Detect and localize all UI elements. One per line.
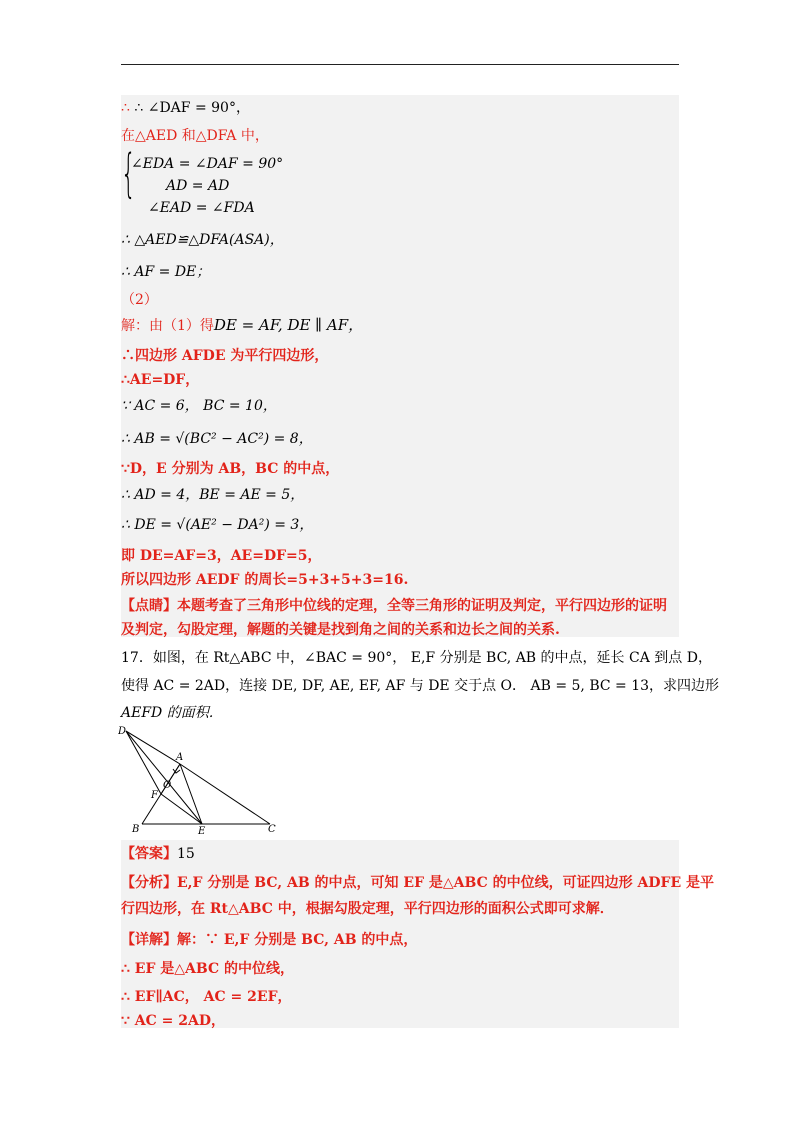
- figure-label: O: [163, 780, 172, 791]
- detail-line: ∵ AC = 2AD，: [121, 1013, 226, 1029]
- detail-line: ∴ EF 是△ABC 的中位线，: [121, 961, 295, 977]
- solution-line: ∴ ∴ ∠DAF = 90°，: [121, 100, 250, 116]
- solution-line: ∴AE=DF，: [121, 372, 200, 388]
- figure-label: C: [268, 824, 276, 835]
- question-line: 17．如图，在 Rt△ABC 中，∠BAC = 90°， E,F 分别是 BC, AB 的中点，延长 CA 到点 D，: [121, 650, 712, 666]
- solution-line: ∴ △AED≌△DFA(ASA)，: [121, 232, 284, 248]
- comment-line: 及判定，勾股定理，解题的关键是找到角之间的关系和边长之间的关系.: [121, 622, 560, 638]
- answer-line: 【答案】15: [121, 846, 195, 862]
- header-rule: [121, 64, 679, 65]
- solution-line: 在△AED 和△DFA 中，: [121, 128, 269, 144]
- figure-label: E: [198, 826, 206, 836]
- solution-line: ∴四边形 AFDE 为平行四边形，: [121, 348, 329, 364]
- figure-label: D: [118, 726, 127, 737]
- solution-line: ∴ AD = 4，BE = AE = 5，: [121, 487, 305, 503]
- solution-line: ∵ AC = 6， BC = 10，: [121, 398, 277, 414]
- solution-line: ∴ AB = √(BC² − AC²) = 8，: [121, 431, 313, 447]
- question-line: AEFD 的面积．: [121, 705, 223, 721]
- comment-line: 【点睛】本题考查了三角形中位线的定理，全等三角形的证明及判定，平行四边形的证明: [121, 598, 667, 614]
- solution-line: ∵D，E 分别为 AB，BC 的中点，: [121, 461, 340, 477]
- figure-label: B: [132, 824, 140, 835]
- solution-line: （2）: [121, 292, 158, 308]
- geometry-figure: [118, 724, 288, 836]
- figure-label: A: [176, 752, 184, 763]
- solution-line: ∴ DE = √(AE² − DA²) = 3，: [121, 517, 314, 533]
- question-line: 使得 AC = 2AD，连接 DE, DF, AE, EF, AF 与 DE 交于点 O． AB = 5, BC = 13，求四边形: [121, 678, 720, 694]
- detail-line: 【详解】解：∵ E,F 分别是 BC, AB 的中点，: [121, 932, 418, 948]
- brace-symbol: {: [121, 144, 136, 204]
- solution-line: 解：由（1）得DE = AF, DE ∥ AF，: [121, 316, 364, 334]
- system-line: ∠EDA = ∠DAF = 90°: [131, 156, 284, 172]
- solution-line: 即 DE=AF=3，AE=DF=5，: [121, 548, 322, 564]
- system-line: ∠EAD = ∠FDA: [148, 200, 255, 216]
- analysis-line: 【分析】E,F 分别是 BC, AB 的中点，可知 EF 是△ABC 的中位线，可证四边形 ADFE 是平: [121, 875, 714, 891]
- solution-line: ∴ AF = DE；: [121, 264, 211, 280]
- solution-line: 所以四边形 AEDF 的周长=5+3+5+3=16.: [121, 572, 409, 588]
- detail-line: ∴ EF∥AC， AC = 2EF，: [121, 989, 292, 1005]
- system-line: AD = AD: [166, 178, 230, 194]
- analysis-line: 行四边形，在 Rt△ABC 中，根据勾股定理，平行四边形的面积公式即可求解．: [121, 901, 614, 917]
- figure-label: F: [151, 790, 158, 801]
